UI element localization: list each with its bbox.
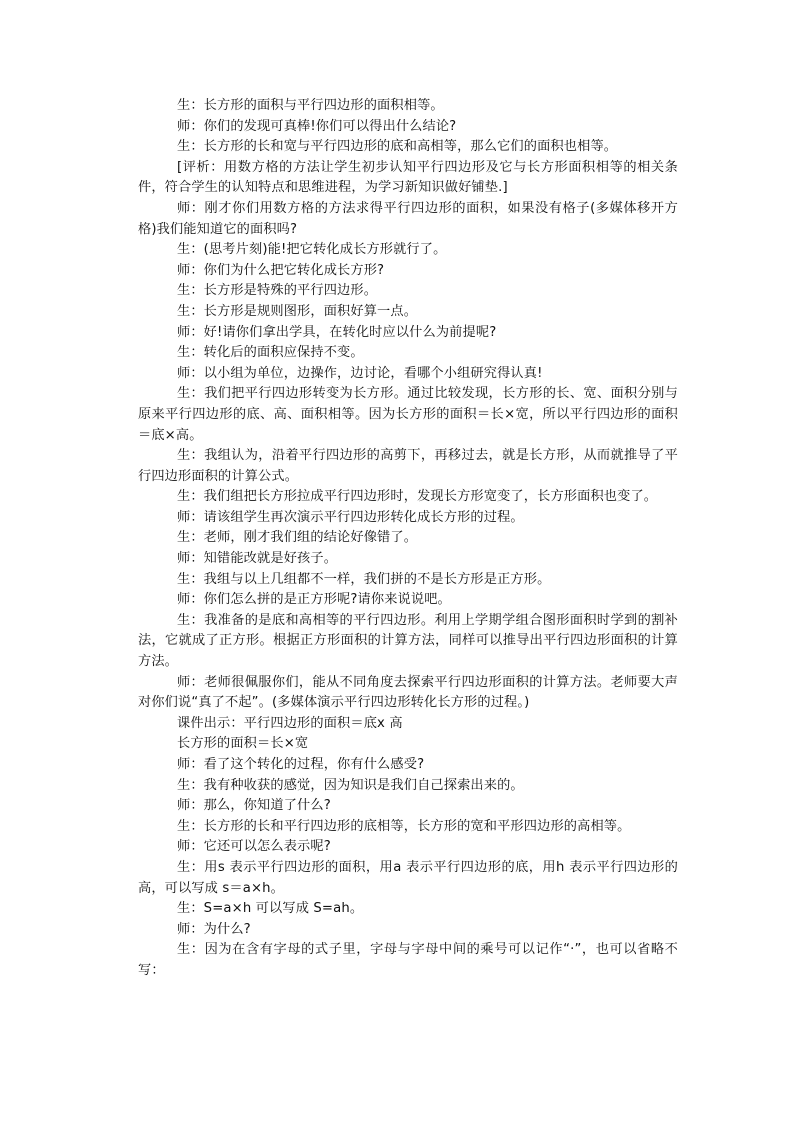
dialogue-line: 生：长方形是特殊的平行四边形。 (177, 283, 378, 299)
dialogue-line: 师：它还可以怎么表示呢? (177, 839, 331, 855)
dialogue-line: 师：那么，你知道了什么? (177, 798, 331, 814)
document-body (138, 96, 678, 982)
dialogue-line: 师：好!请你们拿出学具，在转化时应以什么为前提呢? (177, 324, 497, 340)
dialogue-line: 师：以小组为单位，边操作，边讨论，看哪个小组研究得认真! (177, 365, 543, 381)
dialogue-line: 师：知错能改就是好孩子。 (177, 551, 338, 567)
dialogue-line: 生：我组认为，沿着平行四边形的高剪下，再移过去，就是长方形，从而就推导了平行四边形面积的计算公式。 (138, 448, 678, 484)
dialogue-line: 师：看了这个转化的过程，你有什么感受? (177, 757, 425, 772)
dialogue-line: 师：你们怎么拼的是正方形呢?请你来说说吧。 (177, 592, 451, 608)
dialogue-line: 生：我们组把长方形拉成平行四边形时，发现长方形宽变了，长方形面积也变了。 (177, 489, 658, 505)
dialogue-line: 生：我们把平行四边形转变为长方形。通过比较发现，长方形的长、宽、面积分别与原来平行四边形的底、高、面积相等。因为长方形的面积＝长×宽，所以平行四边形的面积＝底×高。 (138, 386, 678, 443)
commentary-paragraph: [评析：用数方格的方法让学生初步认知平行四边形及它与长方形面积相等的相关条件，符合学生的认知特点和思维进程，为学习新知识做好铺垫.] (138, 159, 678, 196)
dialogue-line: 生：我有种收获的感觉，因为知识是我们自己探索出来的。 (177, 777, 524, 793)
courseware-formula: 课件出示：平行四边形的面积＝底x 高 (177, 715, 403, 731)
dialogue-line: 生：长方形的长和平行四边形的底相等，长方形的宽和平形四边形的高相等。 (177, 818, 631, 834)
courseware-formula: 长方形的面积＝长×宽 (177, 736, 309, 752)
dialogue-line: 生：长方形是规则图形，面积好算一点。 (177, 303, 418, 319)
dialogue-line: 生：长方形的长和宽与平行四边形的底和高相等，那么它们的面积也相等。 (177, 139, 618, 155)
dialogue-line: 生：(思考片刻)能!把它转化成长方形就行了。 (177, 242, 447, 258)
dialogue-line: 生：S=a×h 可以写成 S=ah。 (177, 901, 364, 917)
dialogue-line: 师：为什么? (177, 921, 251, 937)
dialogue-line: 生：我组与以上几组都不一样，我们拼的不是长方形是正方形。 (177, 571, 551, 587)
dialogue-line: 生：老师，刚才我们组的结论好像错了。 (177, 530, 418, 546)
dialogue-line: 生：用s 表示平行四边形的面积，用a 表示平行四边形的底，用h 表示平行四边形的高，可以写成 s＝a×h。 (138, 859, 678, 896)
dialogue-line: 师：请该组学生再次演示平行四边形转化成长方形的过程。 (177, 509, 524, 525)
dialogue-line: 师：你们的发现可真棒!你们可以得出什么结论? (177, 118, 457, 134)
dialogue-line: 生：长方形的面积与平行四边形的面积相等。 (177, 98, 444, 113)
dialogue-line: 生：转化后的面积应保持不变。 (177, 345, 364, 361)
dialogue-line: 生：我准备的是底和高相等的平行四边形。利用上学期学组合图形面积时学到的割补法，它就成了正方形。根据正方形面积的计算方法，同样可以推导出平行四边形面积的计算方法。 (138, 612, 678, 670)
dialogue-line: 师：刚才你们用数方格的方法求得平行四边形的面积，如果没有格子(多媒体移开方格)我们能知道它的面积吗? (138, 200, 678, 237)
dialogue-line: 师：你们为什么把它转化成长方形? (177, 262, 385, 278)
dialogue-line: 生：因为在含有字母的式子里，字母与字母中间的乘号可以记作“·”，也可以省略不写： (138, 942, 678, 978)
dialogue-line: 师：老师很佩服你们，能从不同角度去探索平行四边形面积的计算方法。老师要大声对你们说“真了不起”。(多媒体演示平行四边形转化长方形的过程。) (138, 674, 678, 711)
